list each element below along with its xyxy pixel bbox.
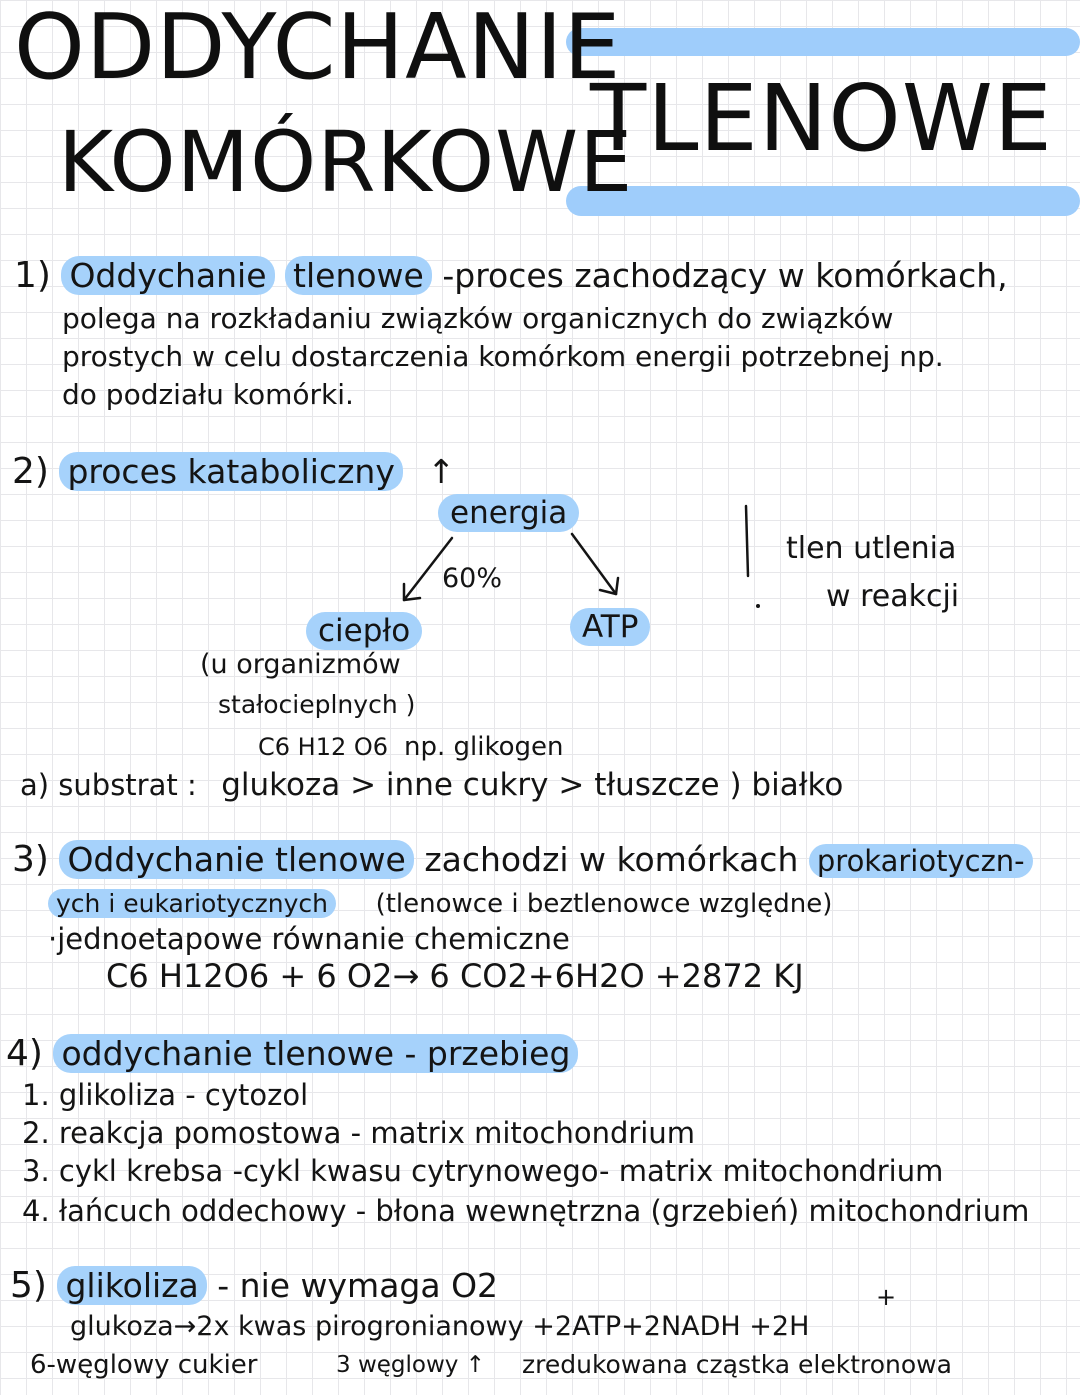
title-line-1: ODDYCHANIE	[14, 0, 622, 100]
section-4-term: oddychanie tlenowe - przebieg	[53, 1034, 578, 1073]
substrat-line	[20, 764, 843, 805]
section-2-term: proces kataboliczny	[59, 452, 402, 491]
section-3-number: 3)	[12, 839, 49, 880]
section-5-line-2: glukoza→2x kwas pirogronianowy +2ATP+2NADH +2H	[70, 1311, 810, 1342]
section-5-heading	[10, 1266, 498, 1306]
np-glikogen: np. glikogen	[404, 732, 564, 762]
section-5-plus: +	[876, 1283, 897, 1311]
up-arrow-icon: ↑	[427, 452, 456, 491]
section-1-line-3: prostych w celu dostarczenia komórkom energii potrzebnej np.	[62, 340, 944, 373]
divider-dot	[756, 604, 760, 608]
substrat-label: a) substrat :	[20, 768, 197, 802]
section-5-number: 5)	[10, 1265, 47, 1306]
atp-label: ATP	[570, 608, 650, 646]
section-3-term: Oddychanie tlenowe	[59, 840, 413, 879]
section-3-line-3: ·jednoetapowe równanie chemiczne	[48, 922, 570, 956]
section-4-step-1: 1. glikoliza - cytozol	[22, 1078, 309, 1112]
section-1-line-2: polega na rozkładaniu związków organicznych do związków	[62, 302, 894, 335]
percent-label: 60%	[442, 563, 503, 594]
cieplo-note-2: stałocieplnych )	[218, 690, 416, 719]
section-4-number: 4)	[6, 1033, 43, 1074]
cieplo-label: ciepło	[306, 612, 422, 650]
title-line-3: TLENOWE	[590, 65, 1053, 172]
cieplo-note-1: (u organizmów	[200, 649, 401, 680]
energia-label: energia	[438, 494, 579, 532]
section-5-note-3: zredukowana cząstka elektronowa	[522, 1350, 952, 1379]
section-5-term: glikoliza	[57, 1266, 206, 1305]
section-4-step-3: 3. cykl krebsa -cykl kwasu cytrynowego- matrix mitochondrium	[22, 1154, 944, 1188]
title-line-2: KOMÓRKOWE	[58, 113, 634, 211]
substrat-chain: glukoza > inne cukry > tłuszcze ) białko	[221, 767, 844, 803]
section-4-step-2: 2. reakcja pomostowa - matrix mitochondrium	[22, 1116, 695, 1150]
right-arrow-line	[572, 534, 616, 594]
section-4-step-4: 4. łańcuch oddechowy - błona wewnętrzna (grzebień) mitochondrium	[22, 1194, 1030, 1228]
section-2-number: 2)	[12, 451, 49, 492]
section-3-term-2b: ych i eukariotycznych	[48, 889, 336, 918]
section-1-number: 1)	[14, 255, 51, 296]
side-note-1: tlen utlenia	[786, 531, 957, 566]
section-1-line-4: do podziału komórki.	[62, 378, 354, 411]
section-3-term-2a: prokariotyczn-	[809, 844, 1033, 878]
section-5-note-2: 3 węglowy ↑	[336, 1352, 485, 1378]
side-divider	[746, 506, 748, 576]
section-3-rest-2: (tlenowce i beztlenowce względne)	[375, 889, 833, 919]
section-3-line-1	[12, 840, 1033, 881]
section-3-line-2	[48, 884, 832, 923]
side-note-2: w reakcji	[826, 579, 960, 614]
section-5-rest: - nie wymaga O2	[217, 1266, 499, 1305]
section-1-rest: -proces zachodzący w komórkach,	[442, 256, 1008, 295]
section-3-rest: zachodzi w komórkach	[424, 840, 799, 879]
section-5-note-1: 6-węglowy cukier	[30, 1350, 258, 1380]
section-1-term-a: Oddychanie	[61, 256, 274, 295]
left-arrow-line	[404, 538, 452, 600]
formula-small: C6 H12 O6	[258, 733, 389, 761]
section-1-term-b: tlenowe	[285, 256, 432, 295]
section-3-equation: C6 H12O6 + 6 O2→ 6 CO2+6H2O +2872 KJ	[106, 957, 804, 995]
section-4-heading	[6, 1034, 578, 1074]
